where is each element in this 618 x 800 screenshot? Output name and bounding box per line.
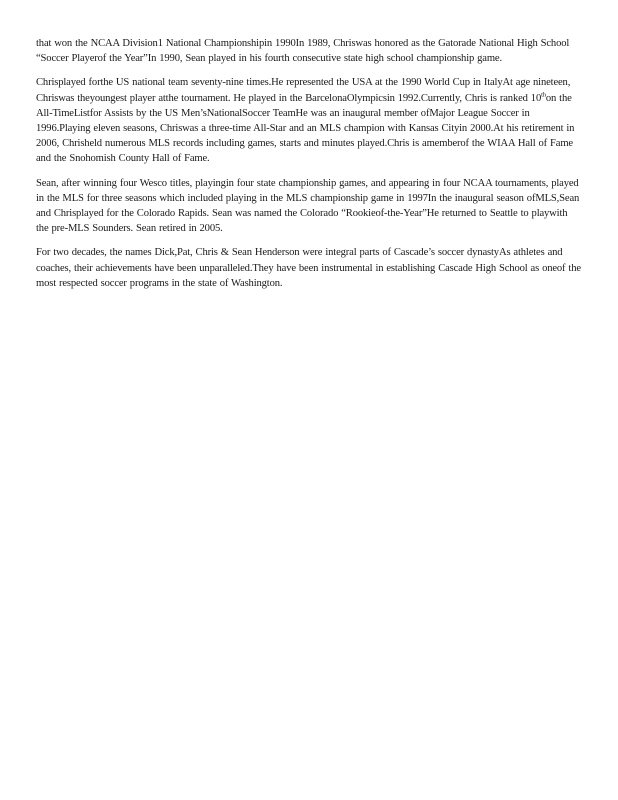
paragraph-chris-text-end: on the All-TimeListfor Assists by the US Men’sNationalSoccer TeamHe was an inaugural member ofMajor League Soccer in 1996.Playing eleven seasons, Chriswas a three-time All-Star and an MLS champion with Kansas Cityin 2000.At his retirement in 2006, Chrisheld numerous MLS records including games, starts and minutes played.Chris is amemberof the WIAA Hall of Fame and the Snohomish County Hall of Fame.	[36, 92, 575, 165]
document-page	[36, 36, 582, 300]
paragraph-ncaa-gatorade: that won the NCAA Division1 National Championshipin 1990In 1989, Chriswas honored as the Gatorade National High School “Soccer Playerof the Year”In 1990, Sean played in his fourth consecutive state high school championship game.	[36, 38, 570, 65]
paragraph-chris-text-start: Chrisplayed forthe US national team seventy-nine times.He represented the USA at the 1990 World Cup in ItalyAt age nineteen, Chriswas theyoungest player atthe tournament. He played in the BarcelonaOlympicsin 1992.Currently, Chris is ranked 10	[36, 77, 571, 104]
paragraph-henderson-legacy: For two decades, the names Dick,Pat, Chris & Sean Henderson were integral parts of Cascade’s soccer dynastyAs athletes and coaches, their achievements have been unparalleled.They have been instrumental in establishing Cascade High School as oneof the most respected soccer programs in the state of Washington.	[36, 247, 581, 289]
paragraph-chris-career	[36, 75, 582, 166]
ordinal-superscript: th	[541, 91, 546, 99]
paragraph-sean-career: Sean, after winning four Wesco titles, playingin four state championship games, and appearing in four NCAA tournaments, played in the MLS for three seasons which included playing in the MLS championship game in 1997In the inaugural season ofMLS,Sean and Chrisplayed for the Colorado Rapids. Sean was named the Colorado “Rookieof-the-Year”He returned to Seattle to playwith the pre-MLS Sounders. Sean retired in 2005.	[36, 177, 580, 235]
